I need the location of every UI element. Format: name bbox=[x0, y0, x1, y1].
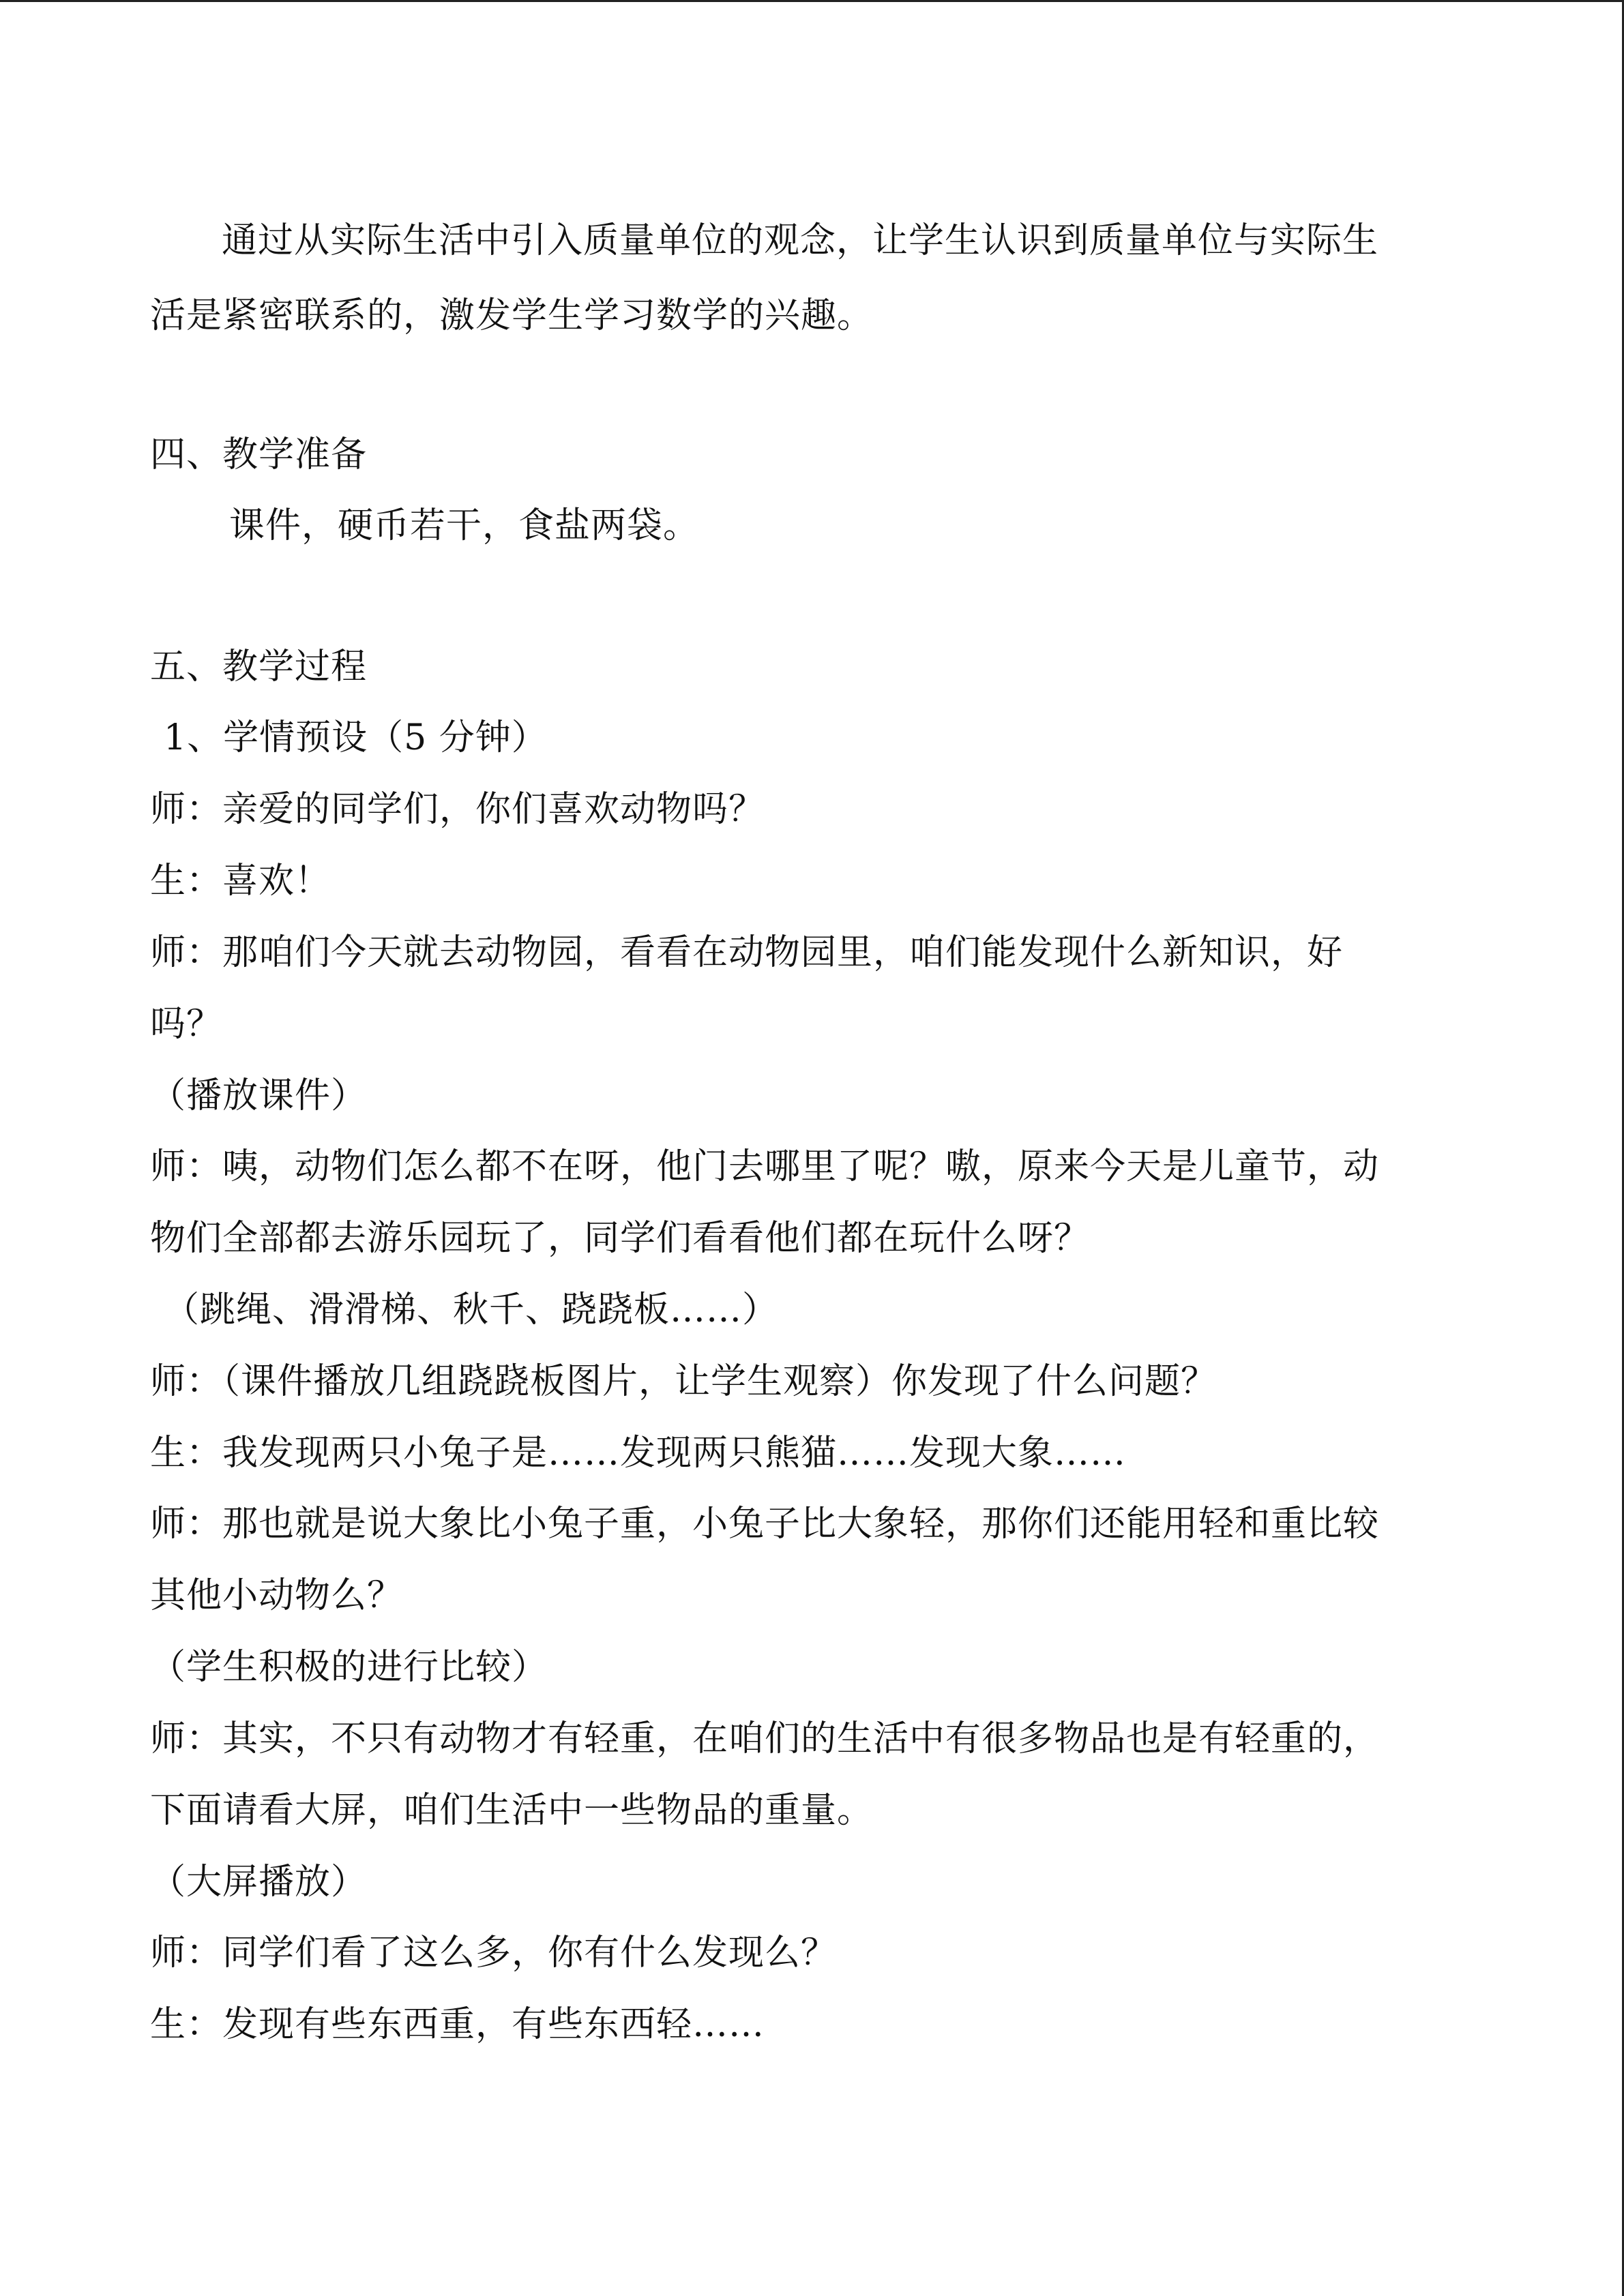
dialogue-line: 师：同学们看了这么多，你有什么发现么？ bbox=[150, 1933, 838, 1973]
dialogue-line: 师：咦，动物们怎么都不在呀，他门去哪里了呢？嗷，原来今天是儿童节，动 bbox=[150, 1146, 1380, 1187]
dialogue-line: 师：其实，不只有动物才有轻重，在咱们的生活中有很多物品也是有轻重的， bbox=[150, 1718, 1380, 1759]
dialogue-line: 师：亲爱的同学们，你们喜欢动物吗？ bbox=[150, 789, 765, 830]
dialogue-line: 师：那也就是说大象比小兔子重，小兔子比大象轻，那你们还能用轻和重比较 bbox=[150, 1504, 1380, 1545]
paragraph-line: 活是紧密联系的，激发学生学习数学的兴趣。 bbox=[150, 295, 874, 336]
section-heading: 五、教学过程 bbox=[150, 646, 368, 687]
dialogue-line: 其他小动物么？ bbox=[150, 1575, 404, 1616]
dialogue-line: 生：我发现两只小兔子是……发现两只熊猫……发现大象…… bbox=[150, 1433, 1127, 1474]
dialogue-line: 物们全部都去游乐园玩了，同学们看看他们都在玩什么呀？ bbox=[150, 1218, 1091, 1259]
dialogue-line: 下面请看大屏，咱们生活中一些物品的重量。 bbox=[150, 1790, 874, 1831]
dialogue-line: 吗？ bbox=[150, 1004, 223, 1045]
stage-direction: （播放课件） bbox=[150, 1075, 368, 1116]
dialogue-line: 生：发现有些东西重，有些东西轻…… bbox=[150, 2004, 765, 2045]
paragraph-line: 通过从实际生活中引入质量单位的观念，让学生认识到质量单位与实际生 bbox=[222, 220, 1379, 261]
dialogue-line: 生：喜欢！ bbox=[150, 861, 331, 901]
dialogue-line: 师：那咱们今天就去动物园，看看在动物园里，咱们能发现什么新知识，好 bbox=[150, 932, 1344, 973]
paragraph-line: 课件，硬币若干，食盐两袋。 bbox=[229, 505, 700, 546]
stage-direction: （学生积极的进行比较） bbox=[150, 1647, 548, 1688]
stage-direction: （跳绳、滑滑梯、秋千、跷跷板……） bbox=[164, 1289, 779, 1330]
stage-direction: （大屏播放） bbox=[150, 1862, 368, 1903]
dialogue-line: 师：（课件播放几组跷跷板图片，让学生观察）你发现了什么问题？ bbox=[150, 1361, 1217, 1402]
subsection-heading: 1、学情预设（5 分钟） bbox=[164, 717, 548, 758]
section-heading: 四、教学准备 bbox=[150, 434, 368, 475]
